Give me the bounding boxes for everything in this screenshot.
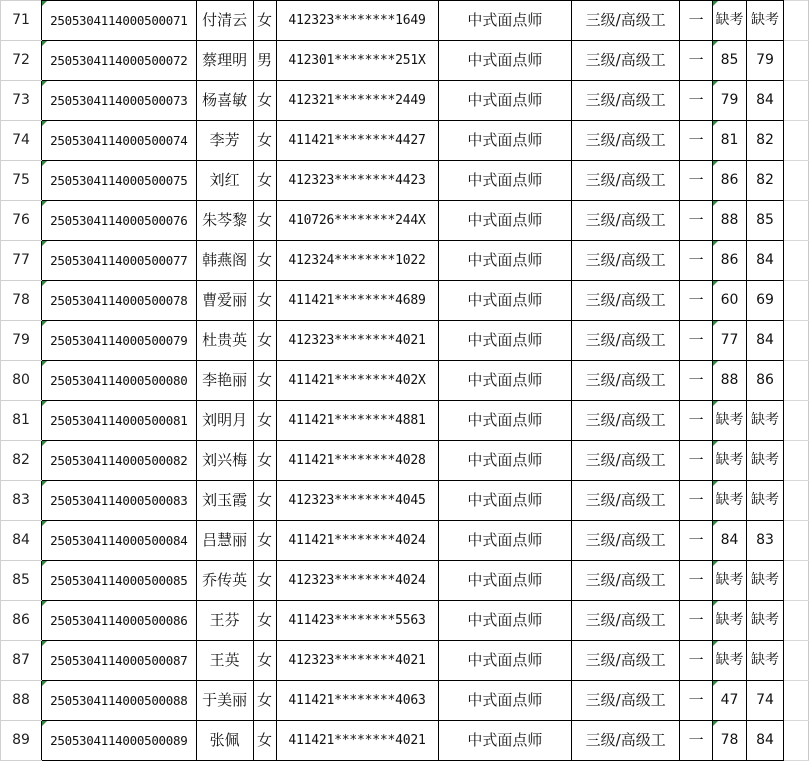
category-cell[interactable]: 一: [680, 641, 713, 681]
practical-score-cell[interactable]: 缺考: [747, 441, 784, 481]
level-cell[interactable]: 三级/高级工: [572, 561, 680, 601]
practical-score-cell[interactable]: 86: [747, 361, 784, 401]
id-card-cell[interactable]: 412323********4045: [276, 481, 438, 521]
name-cell[interactable]: 杜贵英: [196, 321, 253, 361]
occupation-cell[interactable]: 中式面点师: [438, 321, 572, 361]
id-card-cell[interactable]: 411421********402X: [276, 361, 438, 401]
level-cell[interactable]: 三级/高级工: [572, 41, 680, 81]
category-cell[interactable]: 一: [680, 121, 713, 161]
practical-score-cell[interactable]: 82: [747, 121, 784, 161]
empty-cell[interactable]: [783, 361, 808, 401]
occupation-cell[interactable]: 中式面点师: [438, 721, 572, 761]
name-cell[interactable]: 韩燕阁: [196, 241, 253, 281]
name-cell[interactable]: 李艳丽: [196, 361, 253, 401]
id-card-cell[interactable]: 412323********4024: [276, 561, 438, 601]
row-number-cell[interactable]: 88: [1, 681, 42, 721]
occupation-cell[interactable]: 中式面点师: [438, 161, 572, 201]
name-cell[interactable]: 吕慧丽: [196, 521, 253, 561]
table-row[interactable]: [1, 361, 809, 401]
category-cell[interactable]: 一: [680, 521, 713, 561]
sex-cell[interactable]: 女: [253, 401, 276, 441]
id-card-cell[interactable]: 412321********2449: [276, 81, 438, 121]
practical-score-cell[interactable]: 84: [747, 321, 784, 361]
practical-score-cell[interactable]: 83: [747, 521, 784, 561]
sex-cell[interactable]: 男: [253, 41, 276, 81]
level-cell[interactable]: 三级/高级工: [572, 721, 680, 761]
exam-id-cell[interactable]: 2505304114000500073: [41, 81, 196, 121]
practical-score-cell[interactable]: 缺考: [747, 561, 784, 601]
id-card-cell[interactable]: 411421********4028: [276, 441, 438, 481]
empty-cell[interactable]: [783, 161, 808, 201]
theory-score-cell[interactable]: 60: [713, 281, 747, 321]
theory-score-cell[interactable]: 缺考: [713, 1, 747, 41]
name-cell[interactable]: 刘兴梅: [196, 441, 253, 481]
row-number-cell[interactable]: 83: [1, 481, 42, 521]
row-number-cell[interactable]: 87: [1, 641, 42, 681]
exam-id-cell[interactable]: 2505304114000500083: [41, 481, 196, 521]
occupation-cell[interactable]: 中式面点师: [438, 561, 572, 601]
sex-cell[interactable]: 女: [253, 281, 276, 321]
theory-score-cell[interactable]: 86: [713, 161, 747, 201]
table-row[interactable]: [1, 401, 809, 441]
category-cell[interactable]: 一: [680, 281, 713, 321]
id-card-cell[interactable]: 412323********4423: [276, 161, 438, 201]
row-number-cell[interactable]: 89: [1, 721, 42, 761]
occupation-cell[interactable]: 中式面点师: [438, 481, 572, 521]
name-cell[interactable]: 曹爱丽: [196, 281, 253, 321]
empty-cell[interactable]: [783, 121, 808, 161]
table-row[interactable]: [1, 41, 809, 81]
table-row[interactable]: [1, 601, 809, 641]
sex-cell[interactable]: 女: [253, 521, 276, 561]
empty-cell[interactable]: [783, 481, 808, 521]
level-cell[interactable]: 三级/高级工: [572, 401, 680, 441]
id-card-cell[interactable]: 411421********4021: [276, 721, 438, 761]
id-card-cell[interactable]: 411421********4024: [276, 521, 438, 561]
exam-id-cell[interactable]: 2505304114000500072: [41, 41, 196, 81]
table-row[interactable]: [1, 641, 809, 681]
name-cell[interactable]: 于美丽: [196, 681, 253, 721]
exam-id-cell[interactable]: 2505304114000500087: [41, 641, 196, 681]
practical-score-cell[interactable]: 85: [747, 201, 784, 241]
practical-score-cell[interactable]: 缺考: [747, 641, 784, 681]
theory-score-cell[interactable]: 缺考: [713, 481, 747, 521]
row-number-cell[interactable]: 74: [1, 121, 42, 161]
category-cell[interactable]: 一: [680, 721, 713, 761]
row-number-cell[interactable]: 77: [1, 241, 42, 281]
occupation-cell[interactable]: 中式面点师: [438, 601, 572, 641]
row-number-cell[interactable]: 79: [1, 321, 42, 361]
table-row[interactable]: [1, 121, 809, 161]
theory-score-cell[interactable]: 缺考: [713, 561, 747, 601]
occupation-cell[interactable]: 中式面点师: [438, 361, 572, 401]
occupation-cell[interactable]: 中式面点师: [438, 41, 572, 81]
name-cell[interactable]: 朱芩黎: [196, 201, 253, 241]
level-cell[interactable]: 三级/高级工: [572, 1, 680, 41]
id-card-cell[interactable]: 411421********4689: [276, 281, 438, 321]
theory-score-cell[interactable]: 缺考: [713, 441, 747, 481]
empty-cell[interactable]: [783, 561, 808, 601]
sex-cell[interactable]: 女: [253, 161, 276, 201]
level-cell[interactable]: 三级/高级工: [572, 121, 680, 161]
occupation-cell[interactable]: 中式面点师: [438, 201, 572, 241]
theory-score-cell[interactable]: 缺考: [713, 601, 747, 641]
row-number-cell[interactable]: 80: [1, 361, 42, 401]
name-cell[interactable]: 乔传英: [196, 561, 253, 601]
sex-cell[interactable]: 女: [253, 441, 276, 481]
empty-cell[interactable]: [783, 241, 808, 281]
empty-cell[interactable]: [783, 1, 808, 41]
empty-cell[interactable]: [783, 521, 808, 561]
exam-id-cell[interactable]: 2505304114000500078: [41, 281, 196, 321]
name-cell[interactable]: 李芳: [196, 121, 253, 161]
category-cell[interactable]: 一: [680, 401, 713, 441]
level-cell[interactable]: 三级/高级工: [572, 601, 680, 641]
sex-cell[interactable]: 女: [253, 561, 276, 601]
occupation-cell[interactable]: 中式面点师: [438, 81, 572, 121]
table-row[interactable]: [1, 681, 809, 721]
practical-score-cell[interactable]: 69: [747, 281, 784, 321]
practical-score-cell[interactable]: 84: [747, 721, 784, 761]
practical-score-cell[interactable]: 84: [747, 241, 784, 281]
name-cell[interactable]: 付清云: [196, 1, 253, 41]
theory-score-cell[interactable]: 81: [713, 121, 747, 161]
table-row[interactable]: [1, 321, 809, 361]
sex-cell[interactable]: 女: [253, 601, 276, 641]
row-number-cell[interactable]: 85: [1, 561, 42, 601]
level-cell[interactable]: 三级/高级工: [572, 281, 680, 321]
exam-id-cell[interactable]: 2505304114000500086: [41, 601, 196, 641]
theory-score-cell[interactable]: 79: [713, 81, 747, 121]
sex-cell[interactable]: 女: [253, 361, 276, 401]
table-row[interactable]: [1, 441, 809, 481]
level-cell[interactable]: 三级/高级工: [572, 681, 680, 721]
theory-score-cell[interactable]: 78: [713, 721, 747, 761]
occupation-cell[interactable]: 中式面点师: [438, 241, 572, 281]
practical-score-cell[interactable]: 79: [747, 41, 784, 81]
level-cell[interactable]: 三级/高级工: [572, 441, 680, 481]
occupation-cell[interactable]: 中式面点师: [438, 281, 572, 321]
practical-score-cell[interactable]: 74: [747, 681, 784, 721]
category-cell[interactable]: 一: [680, 441, 713, 481]
table-row[interactable]: [1, 241, 809, 281]
table-body: [1, 1, 809, 761]
id-card-cell[interactable]: 411421********4427: [276, 121, 438, 161]
empty-cell[interactable]: [783, 281, 808, 321]
category-cell[interactable]: 一: [680, 1, 713, 41]
theory-score-cell[interactable]: 47: [713, 681, 747, 721]
occupation-cell[interactable]: 中式面点师: [438, 1, 572, 41]
empty-cell[interactable]: [783, 641, 808, 681]
category-cell[interactable]: 一: [680, 241, 713, 281]
theory-score-cell[interactable]: 88: [713, 201, 747, 241]
row-number-cell[interactable]: 84: [1, 521, 42, 561]
row-number-cell[interactable]: 81: [1, 401, 42, 441]
category-cell[interactable]: 一: [680, 81, 713, 121]
table-row[interactable]: [1, 161, 809, 201]
empty-cell[interactable]: [783, 201, 808, 241]
id-card-cell[interactable]: 412324********1022: [276, 241, 438, 281]
empty-cell[interactable]: [783, 601, 808, 641]
empty-cell[interactable]: [783, 441, 808, 481]
name-cell[interactable]: 刘明月: [196, 401, 253, 441]
category-cell[interactable]: 一: [680, 41, 713, 81]
practical-score-cell[interactable]: 缺考: [747, 481, 784, 521]
occupation-cell[interactable]: 中式面点师: [438, 121, 572, 161]
name-cell[interactable]: 张佩: [196, 721, 253, 761]
row-number-cell[interactable]: 78: [1, 281, 42, 321]
table-row[interactable]: [1, 81, 809, 121]
level-cell[interactable]: 三级/高级工: [572, 481, 680, 521]
row-number-cell[interactable]: 73: [1, 81, 42, 121]
sex-cell[interactable]: 女: [253, 681, 276, 721]
level-cell[interactable]: 三级/高级工: [572, 241, 680, 281]
exam-id-cell[interactable]: 2505304114000500079: [41, 321, 196, 361]
empty-cell[interactable]: [783, 401, 808, 441]
occupation-cell[interactable]: 中式面点师: [438, 441, 572, 481]
practical-score-cell[interactable]: 84: [747, 81, 784, 121]
category-cell[interactable]: 一: [680, 481, 713, 521]
name-cell[interactable]: 刘玉霞: [196, 481, 253, 521]
empty-cell[interactable]: [783, 721, 808, 761]
practical-score-cell[interactable]: 缺考: [747, 1, 784, 41]
table-row[interactable]: [1, 521, 809, 561]
theory-score-cell[interactable]: 77: [713, 321, 747, 361]
sex-cell[interactable]: 女: [253, 321, 276, 361]
name-cell[interactable]: 刘红: [196, 161, 253, 201]
exam-id-cell[interactable]: 2505304114000500082: [41, 441, 196, 481]
empty-cell[interactable]: [783, 681, 808, 721]
category-cell[interactable]: 一: [680, 161, 713, 201]
empty-cell[interactable]: [783, 321, 808, 361]
exam-id-cell[interactable]: 2505304114000500071: [41, 1, 196, 41]
name-cell[interactable]: 蔡理明: [196, 41, 253, 81]
theory-score-cell[interactable]: 84: [713, 521, 747, 561]
practical-score-cell[interactable]: 82: [747, 161, 784, 201]
table-row[interactable]: [1, 1, 809, 41]
sex-cell[interactable]: 女: [253, 481, 276, 521]
category-cell[interactable]: 一: [680, 201, 713, 241]
row-number-cell[interactable]: 71: [1, 1, 42, 41]
name-cell[interactable]: 王芬: [196, 601, 253, 641]
exam-id-cell[interactable]: 2505304114000500089: [41, 721, 196, 761]
category-cell[interactable]: 一: [680, 561, 713, 601]
exam-id-cell[interactable]: 2505304114000500084: [41, 521, 196, 561]
row-number-cell[interactable]: 72: [1, 41, 42, 81]
table-row[interactable]: [1, 201, 809, 241]
practical-score-cell[interactable]: 缺考: [747, 401, 784, 441]
name-cell[interactable]: 杨喜敏: [196, 81, 253, 121]
occupation-cell[interactable]: 中式面点师: [438, 681, 572, 721]
row-number-cell[interactable]: 86: [1, 601, 42, 641]
table-row[interactable]: [1, 481, 809, 521]
exam-id-cell[interactable]: 2505304114000500088: [41, 681, 196, 721]
sex-cell[interactable]: 女: [253, 721, 276, 761]
level-cell[interactable]: 三级/高级工: [572, 641, 680, 681]
category-cell[interactable]: 一: [680, 681, 713, 721]
exam-id-cell[interactable]: 2505304114000500075: [41, 161, 196, 201]
id-card-cell[interactable]: 412323********4021: [276, 321, 438, 361]
theory-score-cell[interactable]: 86: [713, 241, 747, 281]
category-cell[interactable]: 一: [680, 361, 713, 401]
sex-cell[interactable]: 女: [253, 241, 276, 281]
occupation-cell[interactable]: 中式面点师: [438, 521, 572, 561]
id-card-cell[interactable]: 411421********4063: [276, 681, 438, 721]
level-cell[interactable]: 三级/高级工: [572, 521, 680, 561]
sex-cell[interactable]: 女: [253, 1, 276, 41]
level-cell[interactable]: 三级/高级工: [572, 361, 680, 401]
theory-score-cell[interactable]: 缺考: [713, 641, 747, 681]
level-cell[interactable]: 三级/高级工: [572, 81, 680, 121]
exam-id-cell[interactable]: 2505304114000500074: [41, 121, 196, 161]
sex-cell[interactable]: 女: [253, 641, 276, 681]
level-cell[interactable]: 三级/高级工: [572, 321, 680, 361]
category-cell[interactable]: 一: [680, 321, 713, 361]
id-card-cell[interactable]: 412323********1649: [276, 1, 438, 41]
sex-cell[interactable]: 女: [253, 201, 276, 241]
row-number-cell[interactable]: 76: [1, 201, 42, 241]
exam-id-cell[interactable]: 2505304114000500077: [41, 241, 196, 281]
level-cell[interactable]: 三级/高级工: [572, 201, 680, 241]
table-row[interactable]: [1, 561, 809, 601]
theory-score-cell[interactable]: 85: [713, 41, 747, 81]
exam-id-cell[interactable]: 2505304114000500076: [41, 201, 196, 241]
theory-score-cell[interactable]: 缺考: [713, 401, 747, 441]
id-card-cell[interactable]: 412301********251X: [276, 41, 438, 81]
practical-score-cell[interactable]: 缺考: [747, 601, 784, 641]
empty-cell[interactable]: [783, 41, 808, 81]
id-card-cell[interactable]: 411421********4881: [276, 401, 438, 441]
category-cell[interactable]: 一: [680, 601, 713, 641]
row-number-cell[interactable]: 82: [1, 441, 42, 481]
table-row[interactable]: [1, 721, 809, 761]
row-number-cell[interactable]: 75: [1, 161, 42, 201]
level-cell[interactable]: 三级/高级工: [572, 161, 680, 201]
exam-id-cell[interactable]: 2505304114000500085: [41, 561, 196, 601]
id-card-cell[interactable]: 410726********244X: [276, 201, 438, 241]
table-row[interactable]: [1, 281, 809, 321]
name-cell[interactable]: 王英: [196, 641, 253, 681]
occupation-cell[interactable]: 中式面点师: [438, 641, 572, 681]
sex-cell[interactable]: 女: [253, 121, 276, 161]
exam-id-cell[interactable]: 2505304114000500080: [41, 361, 196, 401]
exam-id-cell[interactable]: 2505304114000500081: [41, 401, 196, 441]
sex-cell[interactable]: 女: [253, 81, 276, 121]
id-card-cell[interactable]: 412323********4021: [276, 641, 438, 681]
occupation-cell[interactable]: 中式面点师: [438, 401, 572, 441]
id-card-cell[interactable]: 411423********5563: [276, 601, 438, 641]
empty-cell[interactable]: [783, 81, 808, 121]
theory-score-cell[interactable]: 88: [713, 361, 747, 401]
